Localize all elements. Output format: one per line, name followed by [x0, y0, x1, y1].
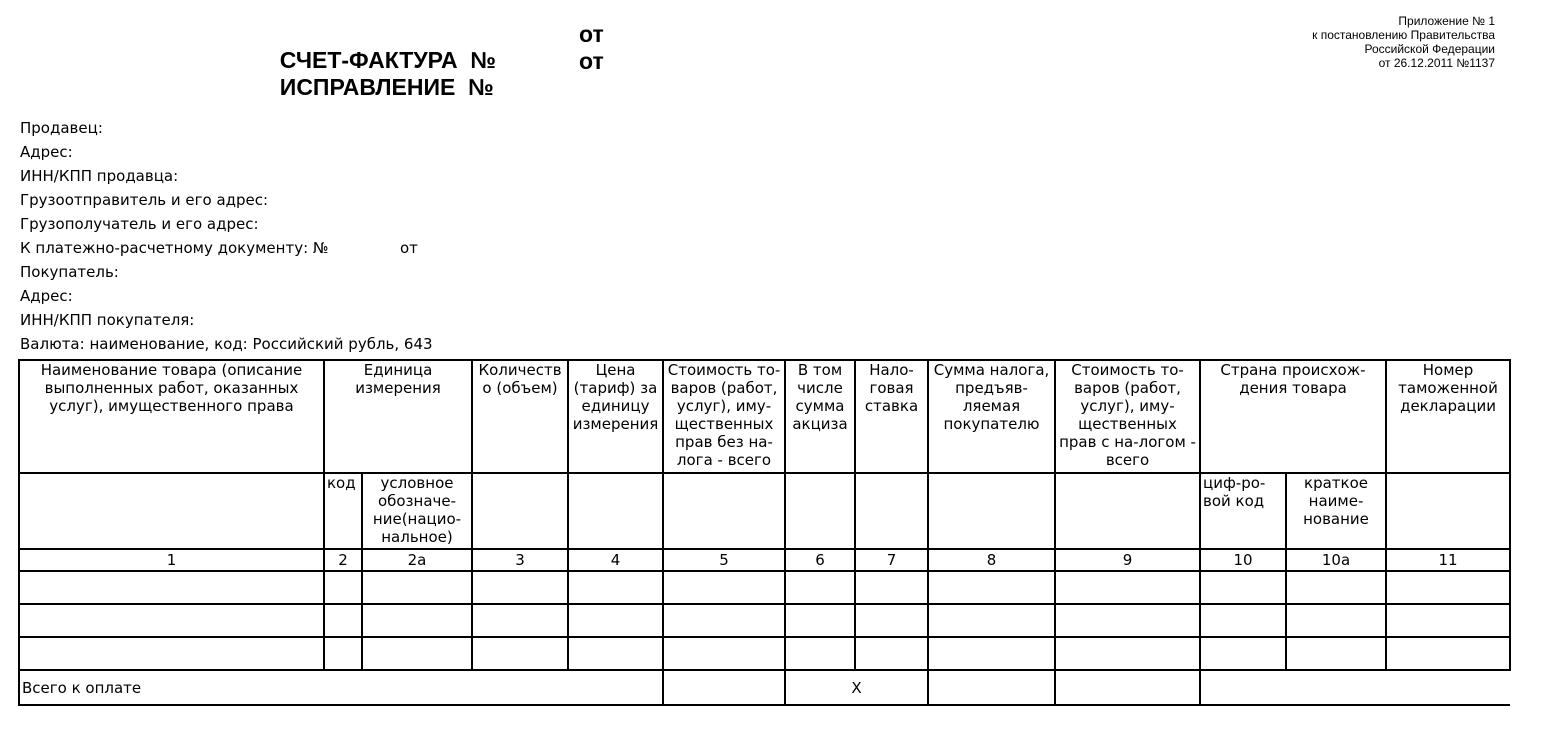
correction-title-date-label: от	[579, 48, 604, 74]
seller-address-field: Адрес:	[20, 143, 73, 161]
table-cell[interactable]	[1386, 604, 1510, 637]
column-number: 8	[928, 549, 1055, 571]
table-row	[19, 637, 1510, 670]
table-cell[interactable]	[663, 604, 785, 637]
table-cell[interactable]	[1055, 604, 1200, 637]
subheader-cell	[785, 473, 855, 549]
buyer-address-field: Адрес:	[20, 287, 73, 305]
table-cell[interactable]	[928, 604, 1055, 637]
table-cell[interactable]	[362, 571, 472, 604]
table-cell[interactable]	[785, 604, 855, 637]
table-cell[interactable]	[19, 604, 324, 637]
table-cell[interactable]	[1386, 637, 1510, 670]
invoice-title-label: СЧЕТ-ФАКТУРА №	[279, 47, 497, 73]
column-number: 6	[785, 549, 855, 571]
seller-inn-field: ИНН/КПП продавца:	[20, 167, 179, 185]
column-number-row	[19, 549, 1510, 571]
currency-field: Валюта: наименование, код: Российский рубль, 643	[20, 335, 433, 353]
table-cell[interactable]	[362, 604, 472, 637]
header-country-code: циф-ро-вой код	[1200, 473, 1286, 549]
total-empty	[1200, 670, 1510, 705]
table-cell[interactable]	[1286, 604, 1386, 637]
header-unit: Единица измерения	[324, 360, 472, 473]
table-cell[interactable]	[855, 571, 928, 604]
table-cell[interactable]	[663, 637, 785, 670]
payment-doc-label: К платежно-расчетному документу: №	[20, 239, 329, 257]
subheader-cell	[928, 473, 1055, 549]
payment-doc-date-label: от	[400, 239, 418, 257]
header-declaration: Номер таможенной декларации	[1386, 360, 1510, 473]
column-number: 1	[19, 549, 324, 571]
shipper-field: Грузоотправитель и его адрес:	[20, 191, 269, 209]
table-cell[interactable]	[472, 604, 568, 637]
table-cell[interactable]	[19, 637, 324, 670]
correction-title-label: ИСПРАВЛЕНИЕ №	[279, 74, 494, 100]
subheader-cell	[19, 473, 324, 549]
header-country-name: краткое наиме-нование	[1286, 473, 1386, 549]
buyer-field: Покупатель:	[20, 263, 119, 281]
column-number: 4	[568, 549, 663, 571]
table-row	[19, 571, 1510, 604]
invoice-fields	[20, 117, 433, 357]
total-excise: X	[785, 670, 928, 705]
table-cell[interactable]	[928, 571, 1055, 604]
table-cell[interactable]	[1200, 637, 1286, 670]
header-cost-with-tax: Стоимость то-варов (работ, услуг), иму-щественных прав с на-логом - всего	[1055, 360, 1200, 473]
subheader-cell	[1386, 473, 1510, 549]
header-unit-symbol: условное обозначе-ние(нацио-нальное)	[362, 473, 472, 549]
subheader-cell	[472, 473, 568, 549]
column-number: 7	[855, 549, 928, 571]
appendix-line: Приложение № 1	[1398, 14, 1495, 28]
column-number: 10	[1200, 549, 1286, 571]
appendix-note	[1312, 14, 1495, 70]
table-cell[interactable]	[928, 637, 1055, 670]
table-cell[interactable]	[1055, 637, 1200, 670]
payment-doc-field	[20, 237, 433, 261]
subheader-cell	[1055, 473, 1200, 549]
table-cell[interactable]	[785, 637, 855, 670]
total-row	[19, 670, 1510, 705]
table-cell[interactable]	[663, 571, 785, 604]
total-label: Всего к оплате	[19, 670, 663, 705]
table-cell[interactable]	[472, 571, 568, 604]
table-cell[interactable]	[1386, 571, 1510, 604]
consignee-field: Грузополучатель и его адрес:	[20, 215, 259, 233]
header-price: Цена (тариф) за единицу измерения	[568, 360, 663, 473]
column-number: 2	[324, 549, 362, 571]
table-cell[interactable]	[855, 637, 928, 670]
table-cell[interactable]	[1055, 571, 1200, 604]
total-cost-with-tax[interactable]	[1055, 670, 1200, 705]
column-number: 5	[663, 549, 785, 571]
column-number: 10а	[1286, 549, 1386, 571]
table-cell[interactable]	[19, 571, 324, 604]
column-number: 9	[1055, 549, 1200, 571]
table-cell[interactable]	[568, 637, 663, 670]
table-cell[interactable]	[785, 571, 855, 604]
table-cell[interactable]	[568, 571, 663, 604]
appendix-line: от 26.12.2011 №1137	[1378, 56, 1495, 70]
table-cell[interactable]	[324, 637, 362, 670]
appendix-line: к постановлению Правительства	[1312, 28, 1495, 42]
table-cell[interactable]	[855, 604, 928, 637]
column-number: 3	[472, 549, 568, 571]
table-cell[interactable]	[324, 571, 362, 604]
table-cell[interactable]	[1200, 571, 1286, 604]
table-cell[interactable]	[1286, 571, 1386, 604]
table-cell[interactable]	[362, 637, 472, 670]
total-tax[interactable]	[928, 670, 1055, 705]
header-qty: Количеств о (объем)	[472, 360, 568, 473]
table-cell[interactable]	[568, 604, 663, 637]
correction-title	[267, 47, 604, 126]
subheader-cell	[568, 473, 663, 549]
subheader-cell	[663, 473, 785, 549]
total-cost-no-tax[interactable]	[663, 670, 785, 705]
header-rate: Нало-говая ставка	[855, 360, 928, 473]
table-cell[interactable]	[472, 637, 568, 670]
header-unit-code: код	[324, 473, 362, 549]
header-cost-no-tax: Стоимость то-варов (работ, услуг), иму-щественных прав без на-лога - всего	[663, 360, 785, 473]
table-cell[interactable]	[1200, 604, 1286, 637]
invoice-table	[18, 359, 1511, 706]
subheader-cell	[855, 473, 928, 549]
invoice-title-date-label: от	[579, 21, 604, 47]
table-header-row	[19, 360, 1510, 473]
table-cell[interactable]	[1286, 637, 1386, 670]
table-row	[19, 604, 1510, 637]
header-excise: В том числе сумма акциза	[785, 360, 855, 473]
column-number: 11	[1386, 549, 1510, 571]
appendix-line: Российской Федерации	[1364, 42, 1495, 56]
buyer-inn-field: ИНН/КПП покупателя:	[20, 311, 195, 329]
header-country: Страна происхож-дения товара	[1200, 360, 1386, 473]
header-tax: Сумма налога, предъяв-ляемая покупателю	[928, 360, 1055, 473]
table-subheader-row	[19, 473, 1510, 549]
seller-field: Продавец:	[20, 119, 103, 137]
column-number: 2а	[362, 549, 472, 571]
table-cell[interactable]	[324, 604, 362, 637]
header-name: Наименование товара (описание выполненных работ, оказанных услуг), имущественного права	[19, 360, 324, 473]
